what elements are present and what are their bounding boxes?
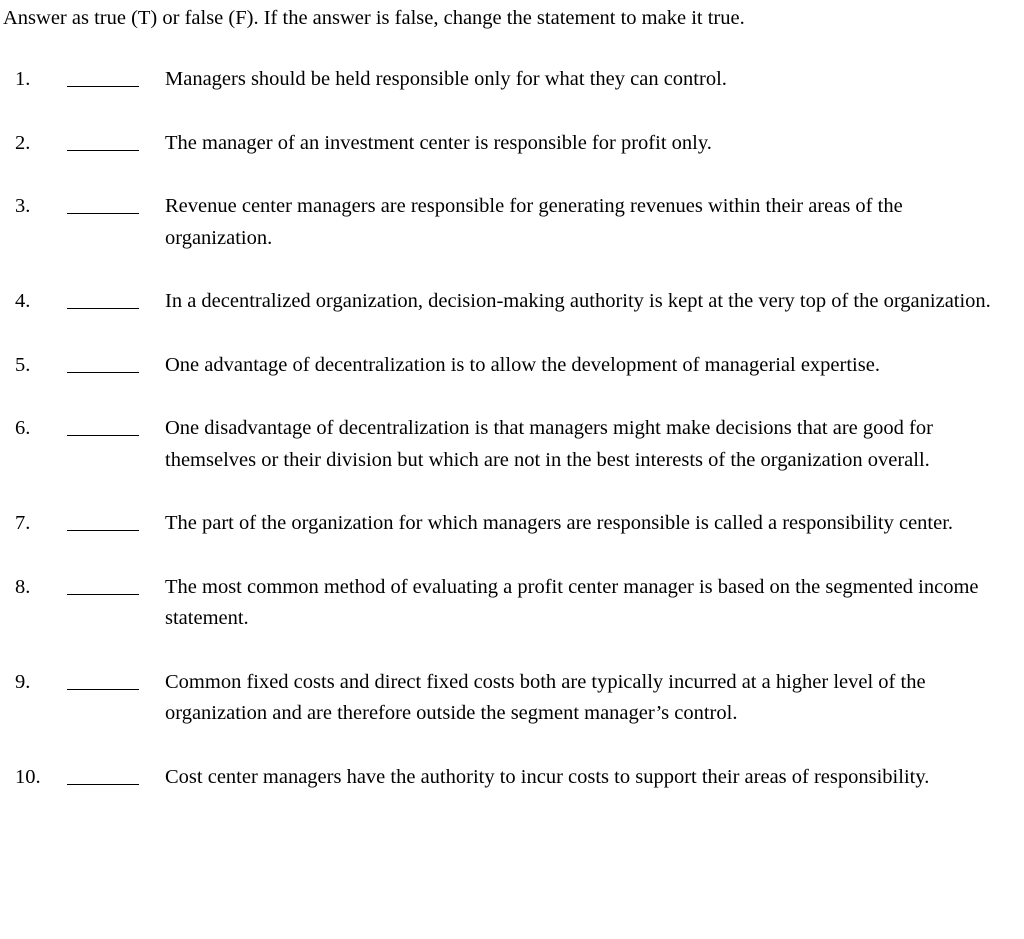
question-statement: The part of the organization for which managers are responsible is called a responsibility center. [165, 512, 954, 534]
answer-blank[interactable] [67, 435, 139, 436]
question-item [0, 350, 1024, 382]
question-number: 5. [15, 353, 31, 376]
question-number: 1. [15, 68, 31, 90]
question-number: 7. [15, 512, 31, 534]
answer-blank[interactable] [67, 594, 139, 595]
answer-blank[interactable] [67, 689, 139, 690]
question-statement: Revenue center managers are responsible for generating revenues within their areas of the organization. [165, 195, 903, 249]
question-item [0, 667, 1024, 730]
question-item [0, 64, 1024, 96]
question-item [0, 191, 1024, 254]
question-number: 8. [15, 575, 31, 598]
question-statement: In a decentralized organization, decision-making authority is kept at the very top of the organization. [165, 290, 991, 312]
question-number: 9. [15, 670, 31, 693]
question-number: 3. [15, 195, 31, 217]
answer-blank[interactable] [67, 308, 139, 309]
question-number: 4. [15, 290, 31, 312]
question-number: 6. [15, 417, 31, 439]
question-item [0, 413, 1024, 476]
answer-blank[interactable] [67, 213, 139, 214]
question-item [0, 572, 1024, 635]
answer-blank[interactable] [67, 784, 139, 785]
question-number: 2. [15, 131, 31, 154]
instructions: Answer as true (T) or false (F). If the answer is false, change the statement to make it true. [3, 7, 745, 29]
question-statement: Managers should be held responsible only for what they can control. [165, 68, 727, 90]
question-item [0, 286, 1024, 318]
question-item [0, 508, 1024, 540]
answer-blank[interactable] [67, 530, 139, 531]
question-item [0, 128, 1024, 160]
answer-blank[interactable] [67, 372, 139, 373]
question-statement: Common fixed costs and direct fixed costs both are typically incurred at a higher level of the organization and are therefore outside the segment manager’s control. [165, 670, 926, 724]
answer-blank[interactable] [67, 86, 139, 87]
question-item [0, 762, 1024, 794]
question-statement: One disadvantage of decentralization is that managers might make decisions that are good for themselves or their division but which are not in the best interests of the organization overall. [165, 417, 933, 471]
question-statement: Cost center managers have the authority to incur costs to support their areas of responsibility. [165, 765, 930, 788]
answer-blank[interactable] [67, 150, 139, 151]
question-statement: The manager of an investment center is responsible for profit only. [165, 131, 712, 154]
question-statement: The most common method of evaluating a profit center manager is based on the segmented income statement. [165, 575, 979, 629]
question-list [0, 64, 1024, 825]
question-statement: One advantage of decentralization is to allow the development of managerial expertise. [165, 353, 880, 376]
question-number: 10. [15, 765, 41, 788]
